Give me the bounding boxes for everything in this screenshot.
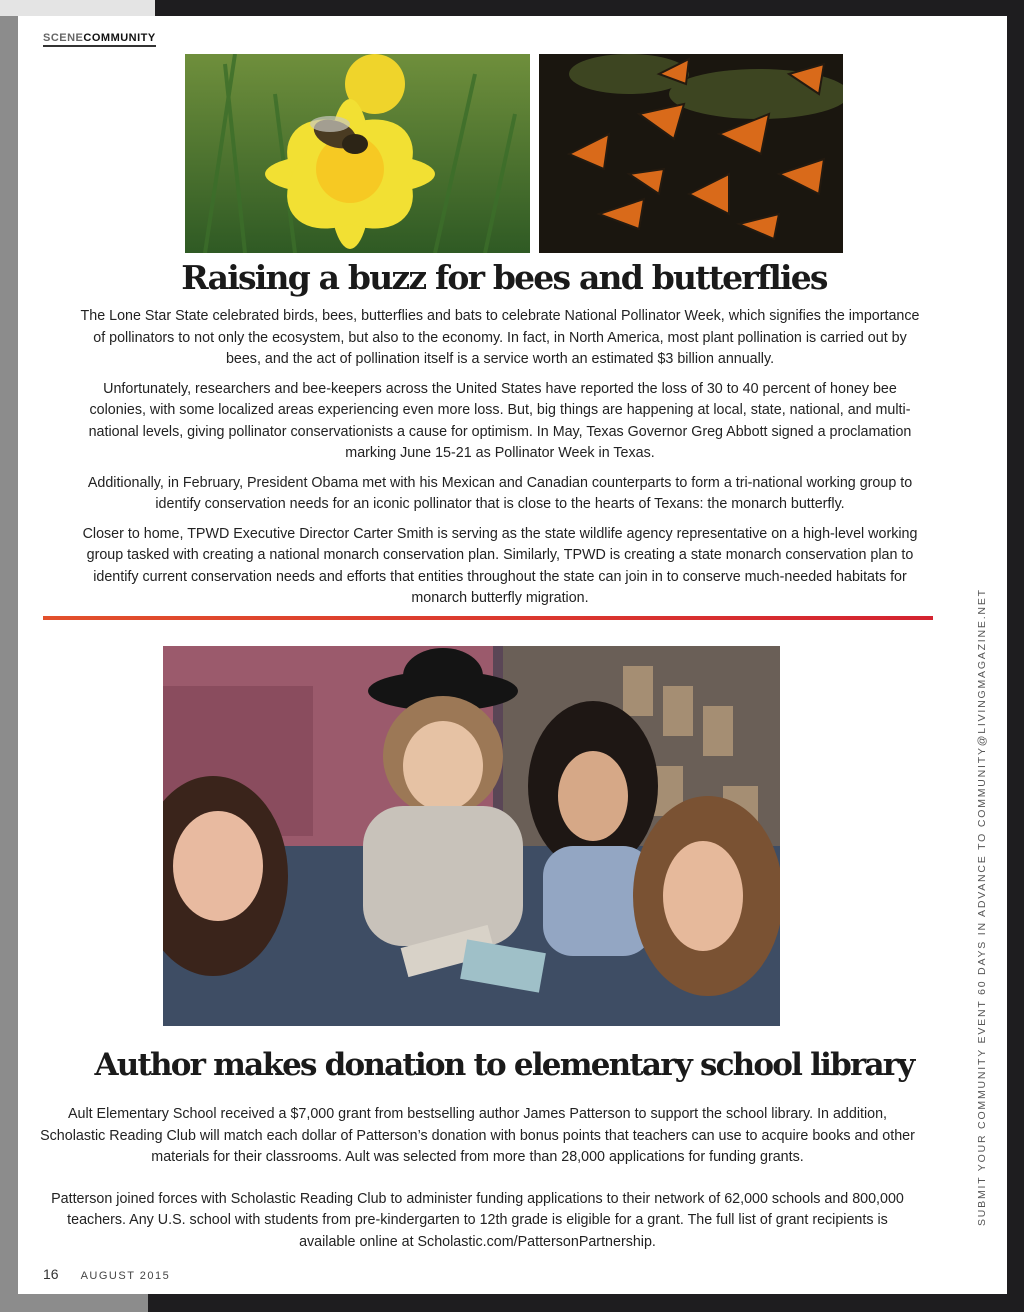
bee-dandelion-photo bbox=[185, 54, 530, 253]
page-footer bbox=[43, 1266, 170, 1282]
section-tag bbox=[43, 32, 156, 47]
monarch-butterflies-photo bbox=[539, 54, 843, 253]
article-2-headline: Author makes donation to elementary school library bbox=[94, 1047, 914, 1083]
article-2-paragraph: Patterson joined forces with Scholastic Reading Club to administer funding applications to their network of 62,000 schools and 800,000 teachers. Any U.S. school with students from pre-kindergarten to 12th grade is eligible for a grant. The full list of grant recipients is available online at Scholastic.com/PattersonPartnership. bbox=[51, 1190, 904, 1250]
article-1-paragraph: Additionally, in February, President Obama met with his Mexican and Canadian counterparts to form a tri-national working group to identify conservation needs for an iconic pollinator that is close to the hearts of Texans: the monarch butterfly. bbox=[87, 474, 913, 512]
frame-bottom-left bbox=[18, 1294, 148, 1312]
section-scene: SCENE bbox=[43, 32, 84, 44]
article-2-body bbox=[40, 1104, 915, 1261]
article-1-paragraph: The Lone Star State celebrated birds, bees, butterflies and bats to celebrate National Pollinator Week, which signifies the importance of pollinators to not only the ecosystem, but also to the economy. In fact, in North America, most plant pollination is carried out by bees, and the act of pollination itself is a service worth an estimated $3 billion annually. bbox=[80, 308, 920, 367]
frame-top-left bbox=[0, 0, 155, 16]
article-1-body bbox=[76, 306, 924, 618]
article-2-paragraph: Ault Elementary School received a $7,000 grant from bestselling author James Patterson to support the school library. In addition, Scholastic Reading Club will match each dollar of Patterson’s donation with bonus points that teachers can use to acquire books and other materials for their classrooms. Ault was selected from more than 28,000 applications for funding grants. bbox=[40, 1106, 915, 1165]
article-1-paragraph: Closer to home, TPWD Executive Director Carter Smith is serving as the state wildlife agency representative on a high-level working group tasked with creating a national monarch conservation plan. Similarly, TPWD is creating a state monarch conservation plan to identify current conservation needs and efforts that entities throughout the state can join in to conserve much-needed habitats for monarch butterfly migration. bbox=[82, 525, 918, 606]
section-divider bbox=[43, 616, 933, 620]
page-number: 16 bbox=[43, 1266, 59, 1282]
frame-left bbox=[0, 16, 18, 1312]
article-1-headline: Raising a buzz for bees and butterflies bbox=[181, 258, 827, 297]
submission-note: SUBMIT YOUR COMMUNITY EVENT 60 DAYS IN ADVANCE TO COMMUNITY@LIVINGMAGAZINE.NET bbox=[976, 588, 988, 1226]
frame-right bbox=[1007, 0, 1024, 1312]
issue-date: AUGUST 2015 bbox=[80, 1270, 171, 1282]
frame-top bbox=[155, 0, 1024, 16]
section-community: COMMUNITY bbox=[83, 32, 156, 44]
students-books-photo bbox=[163, 646, 780, 1026]
frame-bottom bbox=[148, 1294, 1024, 1312]
article-1-paragraph: Unfortunately, researchers and bee-keepers across the United States have reported the loss of 30 to 40 percent of honey bee colonies, with some localized areas experiencing even more loss. But, big things are happening at local, state, national, and multi-national levels, giving pollinator conservationists a cause for optimism. In May, Texas Governor Greg Abbott signed a proclamation marking June 15-21 as Pollinator Week in Texas. bbox=[88, 380, 912, 461]
